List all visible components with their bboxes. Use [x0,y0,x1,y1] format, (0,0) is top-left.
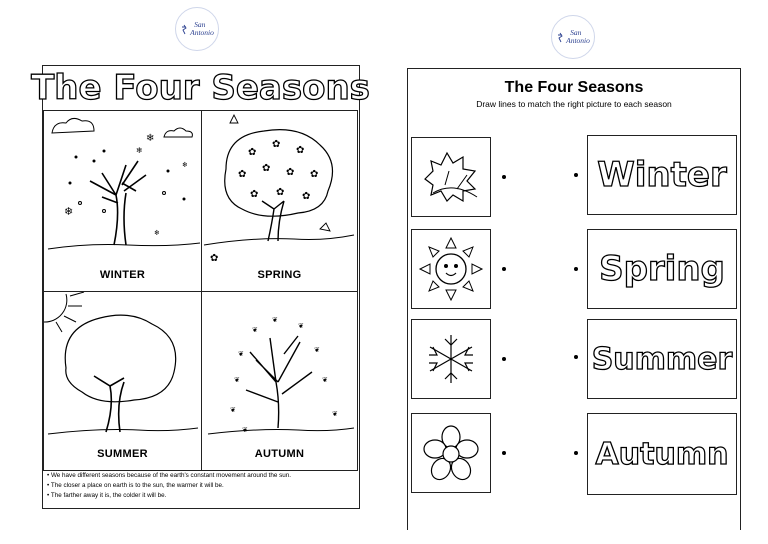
svg-text:❦: ❦ [242,427,248,434]
match-dot-left[interactable] [502,175,506,179]
leaf-icon [419,149,483,205]
svg-text:❄: ❄ [154,230,160,237]
season-facts-list [47,471,357,501]
left-sheet-title: The Four Seasons [31,68,370,108]
svg-text:❄: ❄ [136,146,143,155]
left-title-box [31,66,370,111]
svg-text:❦: ❦ [272,317,278,324]
match-dot-right[interactable] [574,267,578,271]
svg-text:❄: ❄ [182,162,188,169]
word-winter: Winter [597,155,727,195]
logo-line2: Antonio [566,36,590,45]
picture-box-leaf[interactable] [411,137,491,217]
picture-box-sun[interactable] [411,229,491,309]
season-cell-spring [201,110,358,292]
school-logo-left [175,7,219,51]
svg-text:❦: ❦ [252,327,258,334]
fact-item: • The farther away it is, the colder it will be. [47,491,357,501]
svg-text:❦: ❦ [238,351,244,358]
sun-icon [418,236,484,302]
svg-text:✿: ✿ [302,191,311,202]
svg-text:✿: ✿ [248,147,257,158]
svg-text:❦: ❦ [234,377,240,384]
match-dot-right[interactable] [574,451,578,455]
word-spring: Spring [599,249,725,289]
svg-text:✿: ✿ [286,167,295,178]
svg-text:❦: ❦ [230,407,236,414]
logo-figure-icon [556,32,565,43]
fact-item: • The closer a place on earth is to the sun, the warmer it will be. [47,481,357,491]
right-sheet-instructions: Draw lines to match the right picture to each season [476,99,672,109]
svg-text:✿: ✿ [210,253,219,261]
seasons-info-sheet [31,65,370,509]
picture-box-flower[interactable] [411,413,491,493]
svg-text:✿: ✿ [276,187,285,198]
spring-tree-icon [202,111,357,261]
flower-icon [421,423,481,483]
word-box-spring[interactable] [587,229,737,309]
svg-text:✿: ✿ [250,189,259,200]
logo-line2: Antonio [190,28,214,37]
word-summer: Summer [591,341,733,377]
match-dot-left[interactable] [502,357,506,361]
season-cell-winter [43,110,202,292]
season-label-winter: WINTER [99,269,146,281]
matching-worksheet [407,68,741,530]
svg-text:✿: ✿ [310,169,319,180]
svg-text:✿: ✿ [262,163,271,174]
match-dot-right[interactable] [574,173,578,177]
picture-box-snowflake[interactable] [411,319,491,399]
word-autumn: Autumn [595,436,729,472]
svg-text:❦: ❦ [298,323,304,330]
winter-tree-icon [44,111,201,261]
autumn-tree-icon [202,292,357,442]
season-label-spring: SPRING [257,269,302,281]
snowflake-icon [423,331,479,387]
season-cell-summer [43,291,202,471]
svg-text:❦: ❦ [332,411,338,418]
school-logo-right [551,15,595,59]
svg-text:✿: ✿ [272,139,281,150]
right-sheet-title: The Four Seasons [504,79,644,96]
match-dot-left[interactable] [502,451,506,455]
word-box-autumn[interactable] [587,413,737,495]
svg-text:❦: ❦ [322,377,328,384]
match-dot-left[interactable] [502,267,506,271]
logo-line1: San [570,28,582,37]
svg-text:❄: ❄ [64,206,74,218]
season-cell-autumn [201,291,358,471]
season-label-autumn: AUTUMN [254,448,305,460]
summer-tree-icon [44,292,201,442]
word-box-winter[interactable] [587,135,737,215]
fact-item: • We have different seasons because of the earth's constant movement around the sun. [47,471,357,481]
svg-text:❄: ❄ [146,133,155,144]
svg-text:❦: ❦ [314,347,320,354]
logo-figure-icon [180,24,189,35]
word-box-summer[interactable] [587,319,737,399]
logo-line1: San [194,20,206,29]
season-label-summer: SUMMER [97,448,148,460]
svg-text:✿: ✿ [296,145,305,156]
svg-text:✿: ✿ [238,169,247,180]
match-dot-right[interactable] [574,355,578,359]
